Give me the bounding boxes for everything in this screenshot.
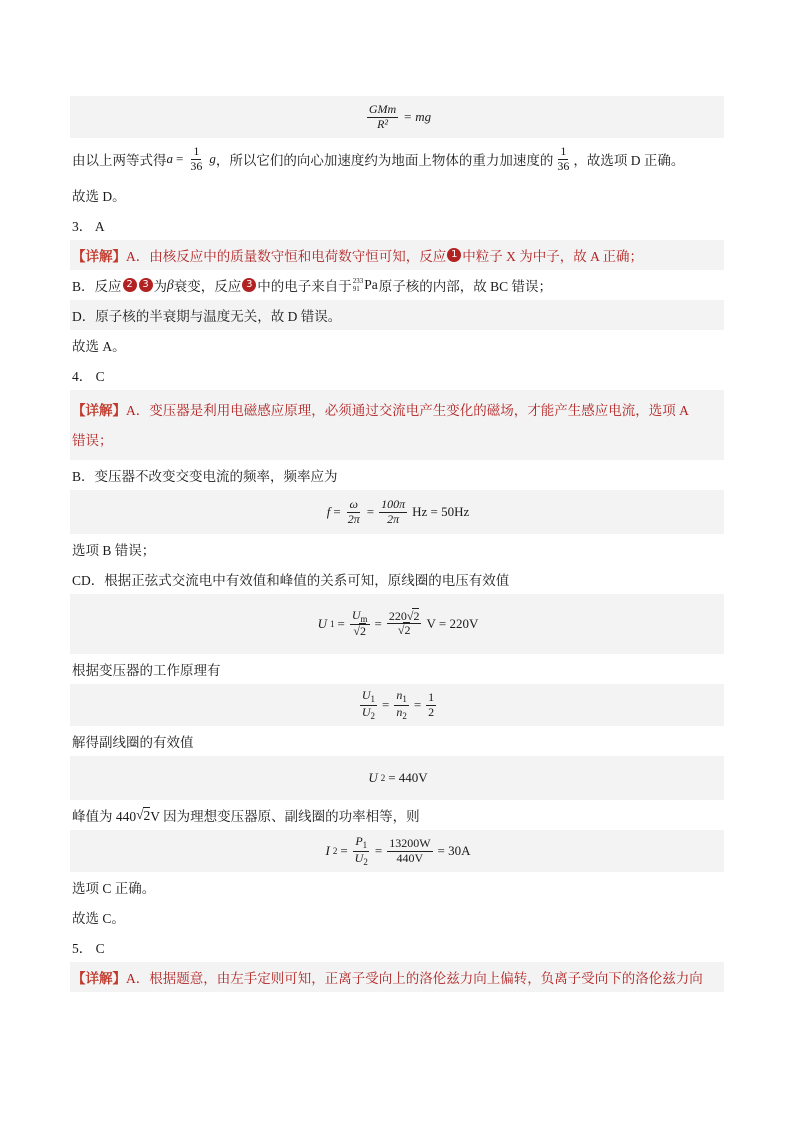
subscript: 2: [363, 856, 368, 867]
radicand: 2: [413, 608, 420, 623]
text: 峰值为 440: [72, 809, 137, 824]
text: 中的电子来自于: [257, 279, 352, 294]
subscript: 2: [332, 846, 338, 856]
text: A．由核反应中的质量数守恒和电荷数守恒可知，反应: [126, 249, 447, 264]
unit: V = 220V: [426, 615, 479, 631]
q3-line-d: D．原子核的半衰期与温度无关，故 D 错误。: [70, 300, 724, 330]
q4-line-cd: CD．根据正弦式交流电中有效值和峰值的关系可知，原线圈的电压有效值: [72, 573, 510, 588]
radicand: 2: [360, 624, 366, 639]
numerator: 1: [560, 143, 567, 158]
subscript: 1: [370, 694, 375, 705]
var-i: I: [325, 843, 330, 858]
fraction: [367, 103, 398, 132]
mass-number: 233: [352, 277, 364, 285]
q4-choose: 故选 C。: [72, 911, 125, 926]
denominator: 36: [557, 158, 570, 173]
q3-line-a: [70, 240, 724, 270]
question-4-header: 4． C: [72, 369, 105, 384]
subscript: 1: [330, 618, 335, 629]
equation-i2: I 2 = $\frac{P_1}{U_2}$ = $\frac{13200W}{440V}$ = 30A: [70, 830, 724, 872]
q4-secondary: 解得副线圈的有效值: [72, 735, 194, 750]
var-u: U: [368, 770, 378, 785]
q4-principle: 根据变压器的工作原理有: [72, 663, 221, 678]
text: A．根据题意，由左手定则可知，正离子受向上的洛伦兹力向上偏转，负离子受向下的洛伦兹力向: [126, 971, 703, 986]
radicand: 2: [143, 807, 151, 823]
text: 由以上两等式得: [72, 153, 167, 168]
circled-number: 3: [242, 278, 256, 292]
text: 错误；: [72, 433, 113, 448]
numerator: 1: [428, 689, 435, 704]
var-u: U: [317, 615, 328, 631]
text: V 因为理想变压器原、副线圈的功率相等，则: [150, 809, 420, 824]
paragraph-derive: [70, 138, 724, 180]
question-3-header: 3． A: [72, 219, 105, 234]
element-symbol: Pa: [364, 277, 378, 292]
equation-ratio: $\frac{U_1}{U_2}$ = $\frac{n_1}{n_2}$ = $\frac{1}{2}$: [70, 684, 724, 726]
var-g: g: [209, 151, 216, 166]
subscript: 2: [370, 710, 375, 721]
denominator: n: [396, 704, 403, 719]
q4-line-a: [70, 390, 724, 460]
q3-choose: 故选 A。: [72, 339, 126, 354]
numerator: 220: [388, 608, 407, 623]
denominator: U: [354, 850, 364, 865]
denominator: 2: [428, 704, 435, 719]
numerator: U: [361, 688, 371, 703]
circled-number: 2: [123, 278, 137, 292]
text: ，所以它们的向心加速度约为地面上物体的重力加速度的: [215, 153, 554, 168]
numerator: n: [396, 688, 403, 703]
text: 原子核的内部，故 BC 错误；: [378, 279, 553, 294]
denominator: U: [361, 704, 371, 719]
nuclide-pa: [353, 277, 378, 293]
equation-rhs: = mg: [403, 109, 432, 124]
detail-tag: 【详解】: [72, 249, 126, 264]
text: 为: [153, 279, 168, 294]
circled-number: 3: [139, 278, 153, 292]
equation-u2: [70, 756, 724, 800]
subscript: 1: [362, 840, 368, 851]
numerator: P: [355, 834, 363, 849]
equation-gravity: [70, 96, 724, 138]
var-a: a: [166, 151, 173, 166]
subscript: 1: [402, 694, 407, 705]
radicand: 2: [404, 623, 411, 638]
denominator: 440V: [396, 850, 424, 865]
text: A．变压器是利用电磁感应原理，必须通过交流电产生变化的磁场，才能产生感应电流，选项 A: [126, 403, 689, 418]
numerator: GMm: [368, 101, 397, 116]
numerator: 100π: [381, 496, 406, 511]
q4-c-right: 选项 C 正确。: [72, 881, 156, 896]
denominator: 36: [190, 158, 203, 173]
text: 中粒子 X 为中子，故 A 正确；: [462, 249, 644, 264]
text: B．反应: [72, 279, 122, 294]
subscript: m: [360, 613, 368, 624]
equation-rhs: = 30A: [437, 843, 471, 858]
circled-number: 1: [447, 248, 461, 262]
q3-line-b: [70, 270, 724, 300]
beta-symbol: β: [167, 277, 174, 292]
subscript: 2: [380, 773, 386, 783]
subscript: 2: [402, 710, 407, 721]
denominator: 2π: [347, 511, 360, 526]
equation-frequency: f = $\frac{\omega}{2\pi}$ = $\frac{100\pi}{2\pi}$ Hz = 50Hz: [70, 490, 724, 534]
equals: =: [176, 151, 184, 166]
denominator: 2π: [387, 511, 400, 526]
q5-line-a: [70, 962, 724, 992]
charge-number: 91: [352, 285, 360, 293]
choose-d: 故选 D。: [72, 189, 126, 204]
numerator: ω: [349, 496, 358, 511]
denominator: R²: [377, 116, 388, 131]
numerator: U: [351, 607, 361, 622]
var-f: f: [326, 504, 331, 519]
q4-peak: 峰值为 440 √ 2 V 因为理想变压器原、副线圈的功率相等，则: [72, 807, 420, 824]
text: ，故选项 D 正确。: [573, 153, 685, 168]
detail-tag: 【详解】: [72, 403, 126, 418]
text: 衰变，反应: [173, 279, 242, 294]
question-5-header: 5． C: [72, 941, 105, 956]
equation-rhs: = 440V: [388, 770, 428, 785]
equation-u1: U 1 = $\frac{U_m}{√2}$ = $\frac{220√2}{√2}$ V = 220V: [70, 594, 724, 654]
q4-line-b: B．变压器不改变交变电流的频率，频率应为: [72, 469, 338, 484]
unit: Hz = 50Hz: [412, 504, 470, 519]
detail-tag: 【详解】: [72, 971, 126, 986]
q4-b-wrong: 选项 B 错误；: [72, 543, 156, 558]
document-page: [70, 96, 724, 992]
numerator: 1: [193, 143, 200, 158]
numerator: 13200W: [389, 835, 431, 850]
